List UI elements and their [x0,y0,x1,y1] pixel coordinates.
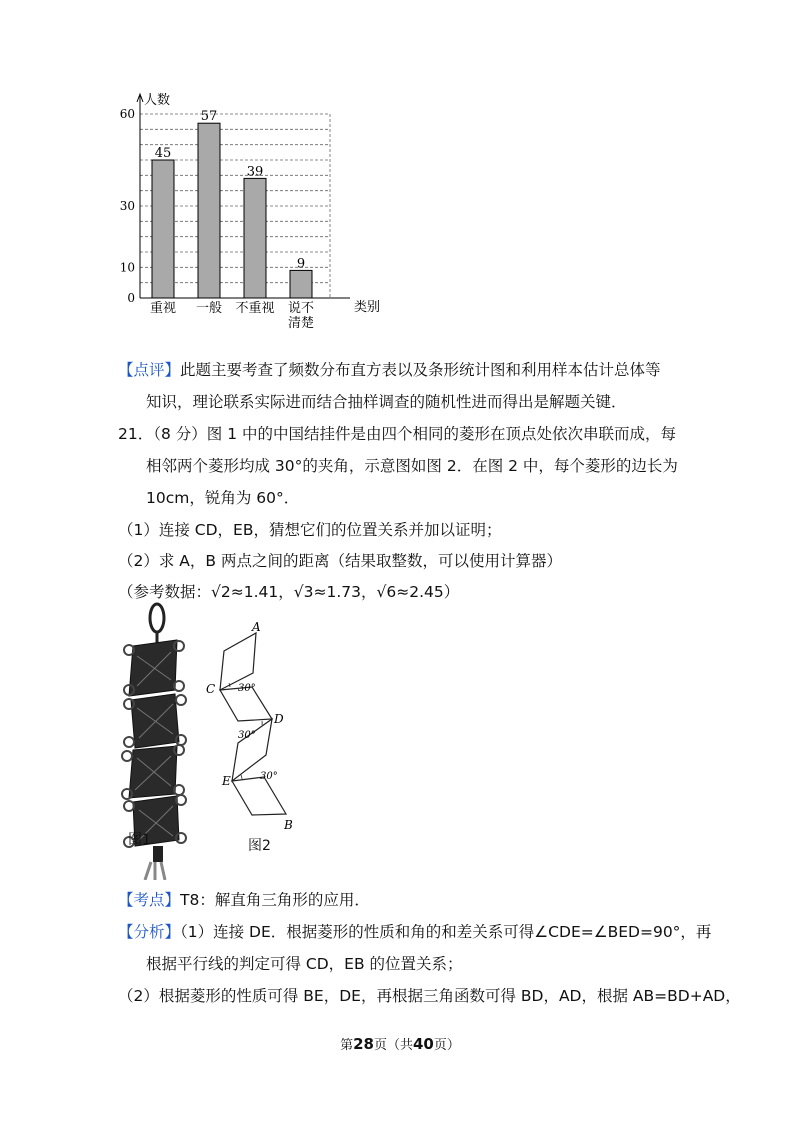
angle-label-3: 30° [260,771,278,782]
question-number: 21． [118,425,154,443]
comment-line-1 [118,360,661,380]
ref-sqrt2: √2≈1.41 [211,583,279,601]
label-D: D [274,712,284,726]
footer-post: 页） [433,1038,460,1053]
question-part-2: （2）求 A，B 两点之间的距离（结果取整数，可以使用计算器） [118,552,562,570]
comment-line-2: 知识，理论联系实际进而结合抽样调查的随机性进而得出是解题关键． [146,393,627,411]
x-category-label: 一般 [195,301,223,316]
ref-suffix: ） [443,583,460,601]
bar-chart [110,88,410,338]
page-footer [0,1034,800,1053]
footer-pre: 第 [340,1038,354,1053]
x-axis-label: 类别 [354,300,381,315]
bar-data-label: 39 [246,164,264,180]
question-score: （8 分） [153,425,207,443]
bar [152,160,174,298]
ref-sqrt6: √6≈2.45 [376,583,444,601]
question-line-1 [118,424,676,444]
label-B: B [284,818,293,832]
x-category-label: 说不 [287,301,315,316]
ref-sqrt3: √3≈1.73 [293,583,362,601]
comment-tag: 【点评】 [118,361,181,379]
y-tick-label: 60 [119,107,135,121]
x-category-label: 不重视 [235,301,275,316]
y-axis-label: 人数 [144,93,171,108]
kaodian-text: T8：解直角三角形的应用． [180,891,370,909]
x-category-label: 重视 [149,301,177,316]
footer-page-number: 28 [353,1035,374,1053]
figure-2-caption: 图2 [248,838,271,854]
analysis-line-3: （2）根据菱形的性质可得 BE，DE，再根据三角函数可得 BD，AD，根据 AB=BD+AD， [118,987,741,1005]
ref-sep-2: ， [361,583,377,601]
bar-data-label: 45 [154,146,172,161]
analysis-text-1: （1）连接 DE．根据菱形的性质和角的和差关系可得∠CDE=∠BED=90°，再 [180,923,712,941]
reference-data [118,582,459,602]
analysis-line-2: 根据平行线的判定可得 CD，EB 的位置关系； [146,955,463,973]
angle-label-2: 30° [238,730,256,741]
label-A: A [252,620,261,634]
bar-data-label: 57 [200,109,218,125]
analysis-line-1 [118,922,711,942]
analysis-tag: 【分析】 [118,923,181,941]
label-E: E [222,774,231,788]
footer-mid: 页（共 [373,1038,413,1053]
bar [290,270,312,298]
figure-1-chinese-knot [115,600,195,880]
label-C: C [206,682,216,696]
kaodian-line [118,890,370,910]
question-text-1: 图 1 中的中国结挂件是由四个相同的菱形在顶点处依次串联而成，每 [206,425,676,443]
question-part-1: （1）连接 CD，EB，猜想它们的位置关系并加以证明； [118,521,502,539]
y-tick-label: 10 [119,260,135,275]
figure-2-diagram [200,615,320,845]
ref-sep-1: ， [278,583,294,601]
bar [198,123,220,298]
angle-label-1: 30° [238,683,256,694]
question-line-3: 10cm，锐角为 60°． [146,489,300,507]
comment-text-1: 此题主要考查了频数分布直方表以及条形统计图和利用样本估计总体等 [180,361,661,379]
x-category-label: 清楚 [287,316,315,331]
bar [244,178,266,298]
kaodian-tag: 【考点】 [118,891,181,909]
figure-1-caption: 图1 [128,832,151,848]
y-tick-label: 0 [127,291,135,305]
y-tick-label: 30 [119,199,135,213]
question-line-2: 相邻两个菱形均成 30°的夹角，示意图如图 2．在图 2 中，每个菱形的边长为 [146,457,678,475]
footer-total-pages: 40 [413,1035,434,1053]
bar-data-label: 9 [296,256,306,272]
ref-prefix: （参考数据： [118,583,212,601]
